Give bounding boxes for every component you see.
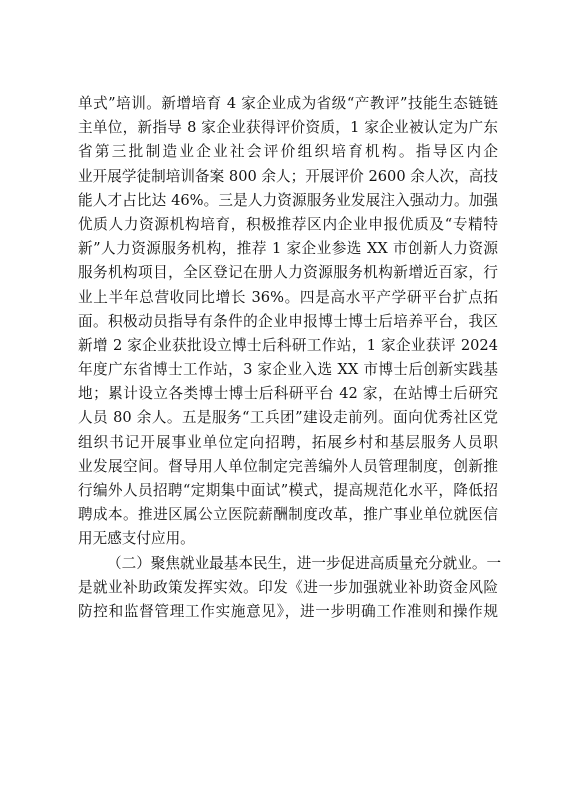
text-line-19: 用无感支付应用。 <box>78 530 195 548</box>
text-line-2: 主单位，新指导 8 家企业获得评价资质，1 家企业被认定为广东 <box>78 119 498 137</box>
section-heading-line: （二）聚焦就业最基本民生，进一步促进高质量充分就业。一 <box>107 554 502 572</box>
text-line-22: 防控和监督管理工作实施意见》，进一步明确工作准则和操作规 <box>78 602 498 620</box>
text-line-12: 年度广东省博士工作站，3 家企业入选 XX 市博士后创新实践基 <box>78 361 498 379</box>
text-line-1: 单式”培训。新增培育 4 家企业成为省级“产教评”技能生态链链 <box>78 95 498 112</box>
text-line-5: 能人才占比达 46%。三是人力资源服务业发展注入强动力。加强 <box>78 191 498 209</box>
text-line-21: 是就业补助政策发挥实效。印发《进一步加强就业补助资金风险 <box>78 578 498 596</box>
text-line-9: 业上半年总营收同比增长 36%。四是高水平产学研平台扩点拓 <box>78 288 498 306</box>
text-line-16: 业发展空间。督导用人单位制定完善编外人员管理制度，创新推 <box>78 457 498 475</box>
text-line-18: 聘成本。推进区属公立医院薪酬制度改革，推广事业单位就医信 <box>78 506 498 524</box>
text-line-10: 面。积极动员指导有条件的企业申报博士博士后培养平台，我区 <box>78 312 498 330</box>
text-line-15: 组织书记开展事业单位定向招聘，拓展乡村和基层服务人员职 <box>78 433 498 451</box>
text-line-4: 业开展学徒制培训备案 800 余人；开展评价 2600 余人次，高技 <box>78 167 498 185</box>
text-line-3: 省第三批制造业企业社会评价组织培育机构。指导区内企 <box>78 143 498 161</box>
text-line-14: 人员 80 余人。五是服务“工兵团”建设走前列。面向优秀社区党 <box>78 409 498 427</box>
text-line-6: 优质人力资源机构培育，积极推荐区内企业申报优质及“专精特 <box>78 215 498 233</box>
text-line-8: 服务机构项目，全区登记在册人力资源服务机构新增近百家，行 <box>78 264 498 282</box>
text-line-7: 新”人力资源服务机构，推荐 1 家企业参选 XX 市创新人力资源 <box>78 240 498 258</box>
text-line-11: 新增 2 家企业获批设立博士后科研工作站，1 家企业获评 2024 <box>78 336 498 354</box>
body-text <box>78 92 502 624</box>
text-line-17: 行编外人员招聘“定期集中面试”模式，提高规范化水平，降低招 <box>78 482 498 499</box>
text-line-13: 地；累计设立各类博士博士后科研平台 42 家，在站博士后研究 <box>78 385 498 403</box>
